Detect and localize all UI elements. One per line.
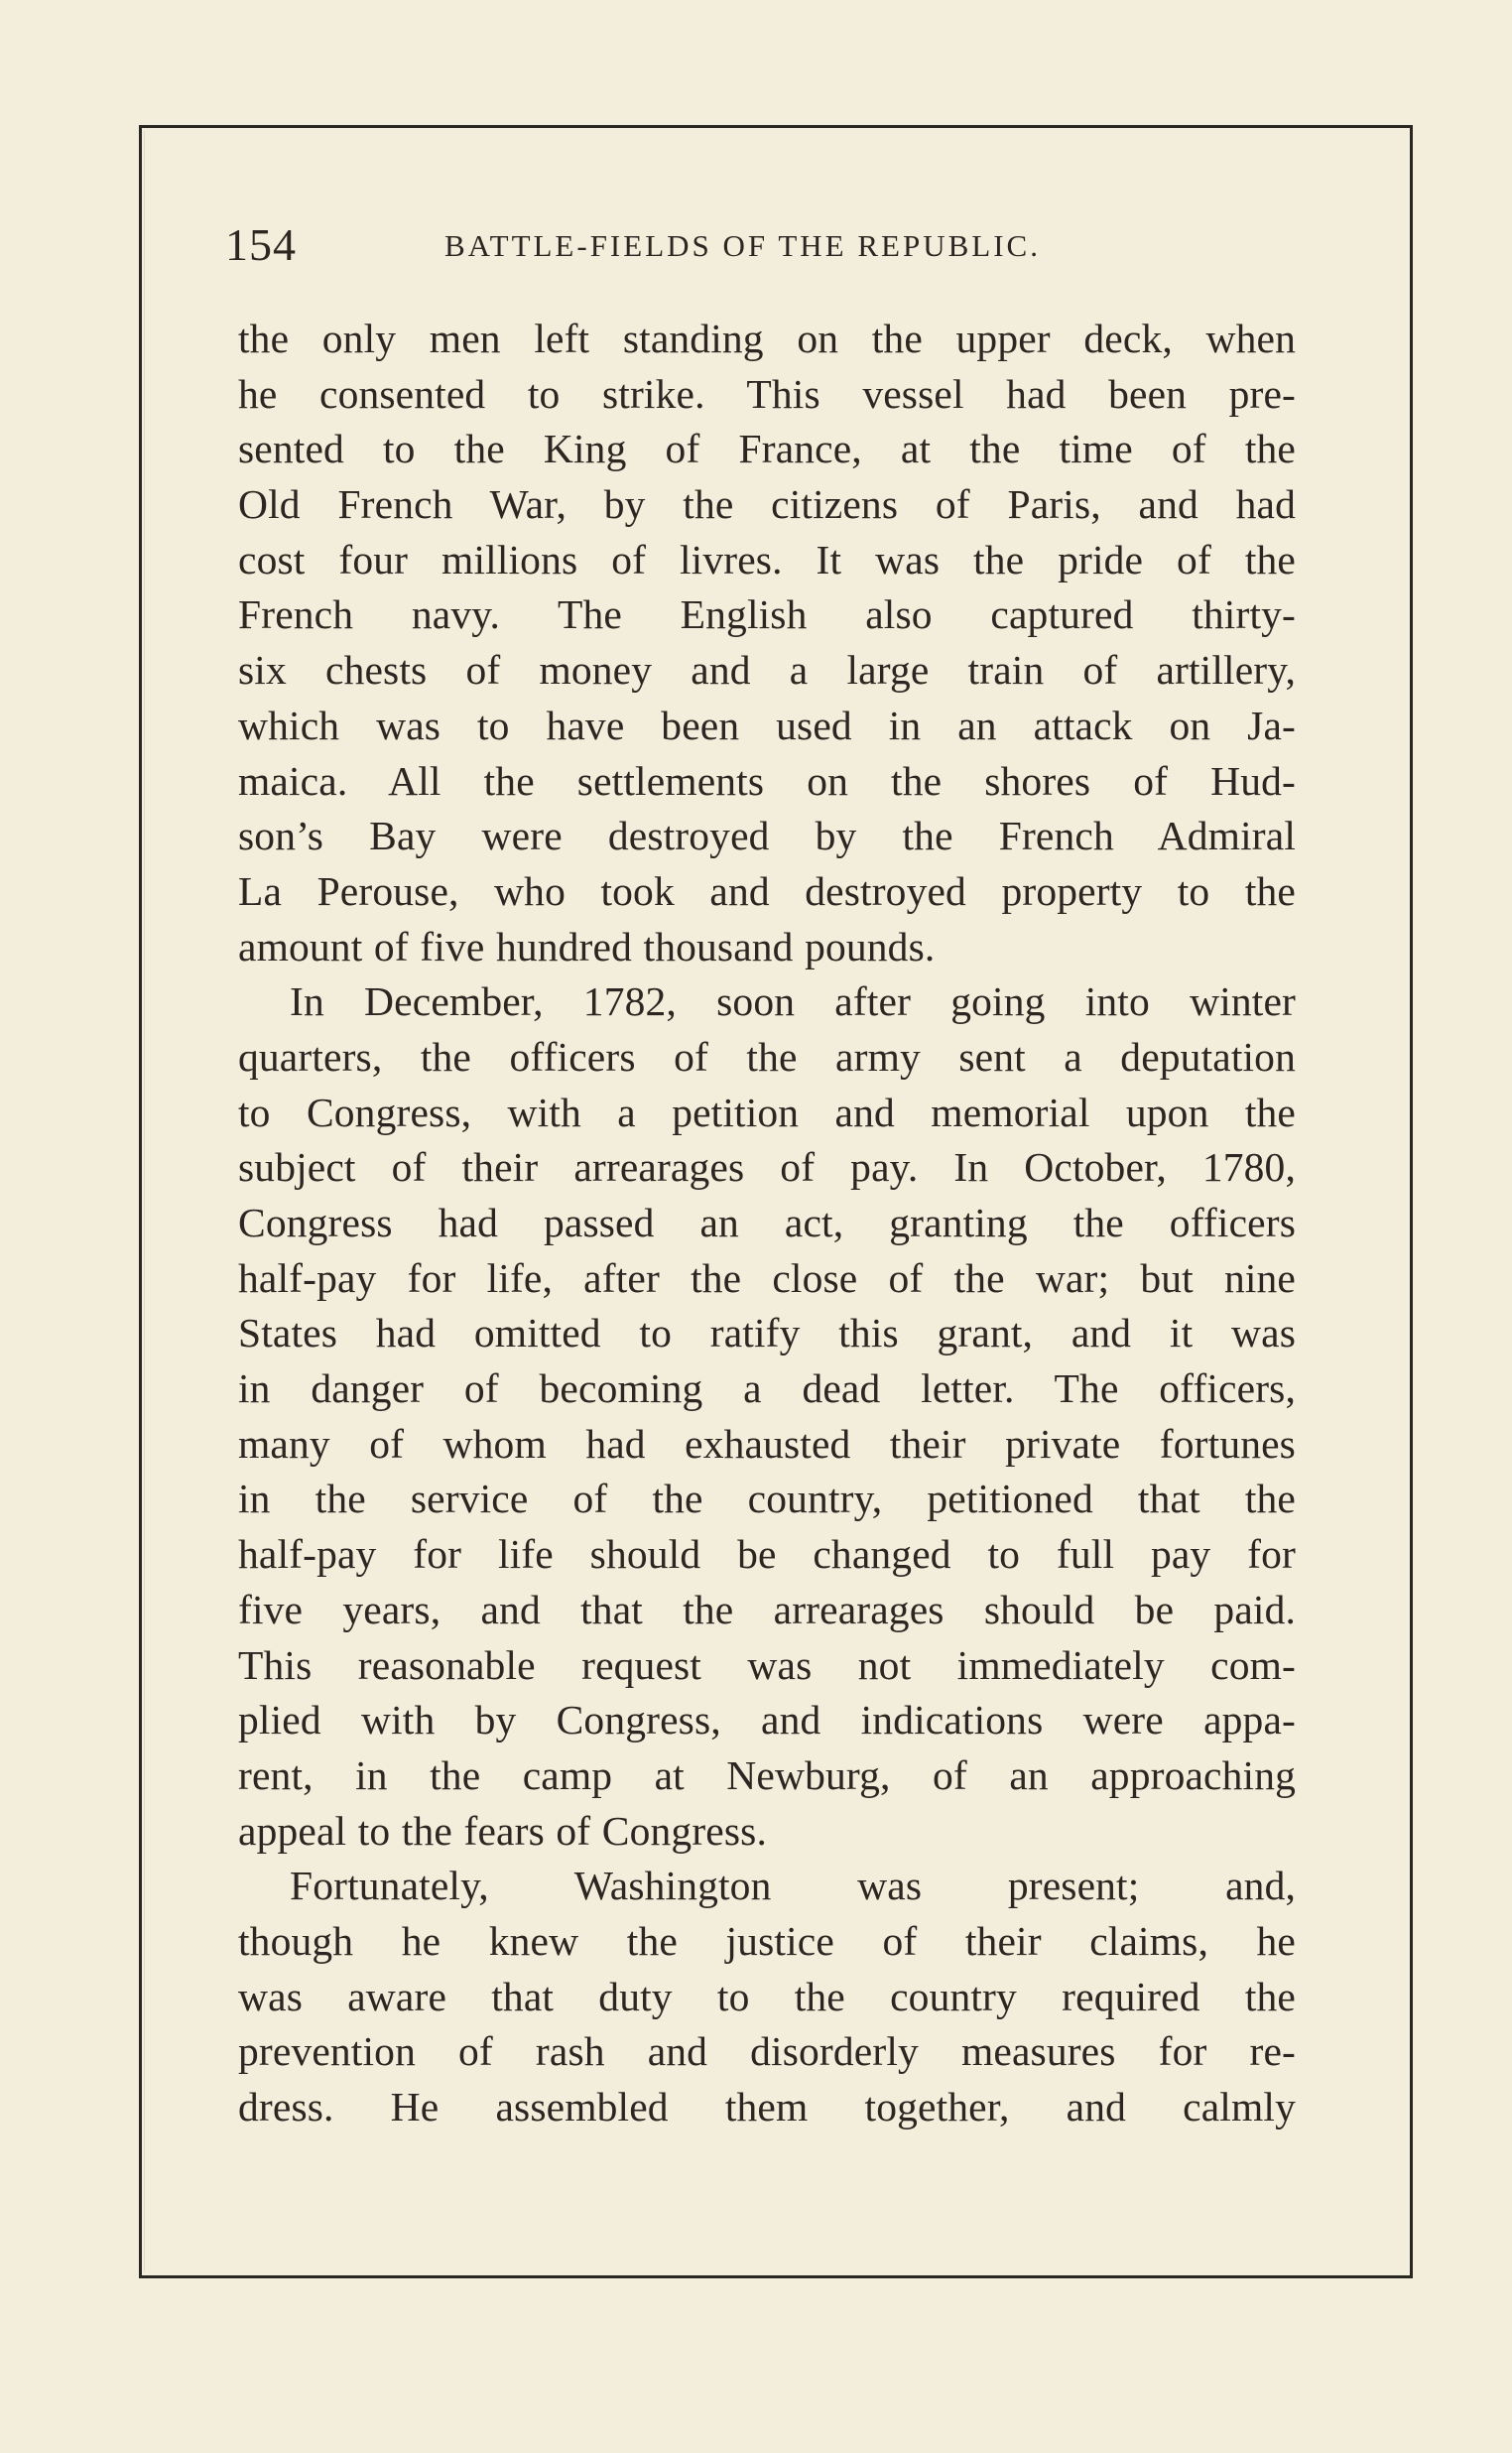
text-line: In December, 1782, soon after going into winter	[290, 978, 1296, 1025]
text-line: appeal to the fears of Congress.	[238, 1807, 767, 1854]
page-number: 154	[225, 219, 297, 270]
text-line: plied with by Congress, and indications were appa-	[238, 1697, 1296, 1743]
text-line: he consented to strike. This vessel had been pre-	[238, 370, 1296, 417]
text-line: French navy. The English also captured thirty-	[238, 591, 1296, 638]
body-text	[238, 312, 1296, 2135]
text-line: prevention of rash and disorderly measures for re-	[238, 2028, 1296, 2075]
text-line: La Perouse, who took and destroyed property to the	[238, 867, 1296, 914]
page-header	[225, 214, 1317, 284]
text-line: in the service of the country, petitioned that the	[238, 1476, 1296, 1522]
text-line: This reasonable request was not immediately com-	[238, 1641, 1296, 1688]
text-line: was aware that duty to the country required the	[238, 1973, 1296, 2019]
text-line: amount of five hundred thousand pounds.	[238, 923, 936, 969]
text-line: five years, and that the arrearages should be paid.	[238, 1586, 1296, 1632]
text-line: Fortunately, Washington was present; and,	[290, 1863, 1296, 1909]
text-line: quarters, the officers of the army sent a deputation	[238, 1033, 1296, 1080]
text-line: son’s Bay were destroyed by the French Admiral	[238, 813, 1296, 859]
text-line: subject of their arrearages of pay. In October, 1780,	[238, 1144, 1296, 1191]
text-line: to Congress, with a petition and memorial upon the	[238, 1089, 1296, 1135]
text-line: sented to the King of France, at the time of the	[238, 426, 1296, 472]
text-line: Congress had passed an act, granting the officers	[238, 1200, 1296, 1245]
text-line: though he knew the justice of their claims, he	[238, 1917, 1296, 1964]
text-line: half-pay for life should be changed to full pay for	[238, 1531, 1296, 1578]
text-line: States had omitted to ratify this grant, and it was	[238, 1310, 1296, 1356]
text-line: dress. He assembled them together, and calmly	[238, 2084, 1296, 2130]
text-line: Old French War, by the citizens of Paris, and had	[238, 481, 1296, 528]
text-line: the only men left standing on the upper deck, when	[238, 316, 1296, 361]
text-line: cost four millions of livres. It was the pride of the	[238, 536, 1296, 582]
text-line: half-pay for life, after the close of the war; but nine	[238, 1254, 1296, 1301]
text-line: many of whom had exhausted their private fortunes	[238, 1420, 1296, 1467]
text-line: maica. All the settlements on the shores of Hud-	[238, 757, 1296, 804]
text-line: six chests of money and a large train of artillery,	[238, 647, 1296, 694]
text-line: in danger of becoming a dead letter. The officers,	[238, 1365, 1296, 1412]
running-head: BATTLE-FIELDS OF THE REPUBLIC.	[444, 228, 1041, 263]
text-line: which was to have been used in an attack on Ja-	[238, 702, 1296, 748]
text-line: rent, in the camp at Newburg, of an approaching	[238, 1751, 1296, 1798]
